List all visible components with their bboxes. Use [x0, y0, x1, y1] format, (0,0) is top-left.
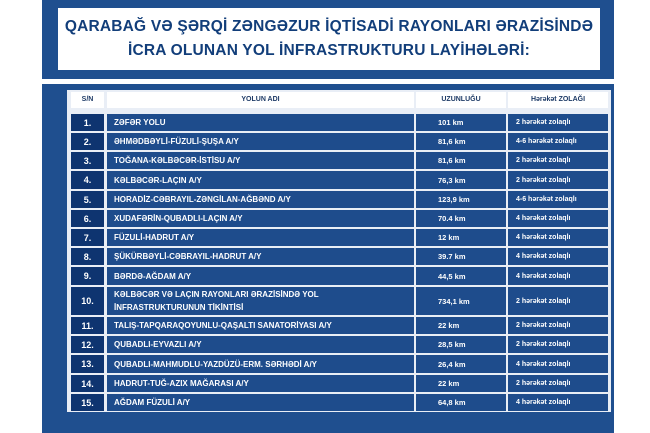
cell-sn: 5. — [71, 191, 104, 208]
cell-lanes: 2 hərəkət zolaqlı — [508, 171, 608, 189]
header-name — [107, 92, 414, 108]
cell-length: 12 km — [416, 229, 506, 246]
cell-name: QUBADLI-MAHMUDLU-YAZDÜZÜ-ERM. SƏRHƏDİ A/Y — [107, 355, 414, 373]
cell-name: BƏRDƏ-AĞDAM A/Y — [107, 267, 414, 285]
cell-length: 123,9 km — [416, 191, 506, 208]
cell-lanes: 4-6 hərəkət zolaqlı — [508, 133, 608, 150]
cell-length: 734,1 km — [416, 287, 506, 315]
cell-sn: 3. — [71, 152, 104, 169]
cell-length: 70.4 km — [416, 210, 506, 227]
cell-sn: 12. — [71, 336, 104, 353]
cell-name: FÜZULİ-HADRUT A/Y — [107, 229, 414, 246]
divider-band — [42, 79, 614, 84]
cell-lanes: 4 hərəkət zolaqlı — [508, 210, 608, 227]
cell-name: ZƏFƏR YOLU — [107, 114, 414, 131]
cell-name-line: İNFRASTRUKTURUNUN TİKİNTİSİ — [114, 303, 244, 312]
title-line-2: İCRA OLUNAN YOL İNFRASTRUKTURU LAYİHƏLƏRİ: — [127, 42, 531, 59]
cell-name: HORADİZ-CƏBRAYIL-ZƏNGİLAN-AĞBƏND A/Y — [107, 191, 414, 208]
cell-lanes: 4 hərəkət zolaqlı — [508, 355, 608, 373]
cell-length: 44,5 km — [416, 267, 506, 285]
cell-length: 22 km — [416, 317, 506, 334]
cell-length: 22 km — [416, 375, 506, 392]
cell-name: HADRUT-TUĞ-AZIX MAĞARASI A/Y — [107, 375, 414, 392]
cell-name: AĞDAM FÜZULİ A/Y — [107, 394, 414, 411]
cell-sn: 13. — [71, 355, 104, 373]
cell-lanes: 4 hərəkət zolaqlı — [508, 229, 608, 246]
cell-name — [107, 287, 414, 315]
cell-sn: 4. — [71, 171, 104, 189]
header-name-label: YOLUN ADI — [241, 96, 280, 103]
cell-lanes: 2 hərəkət zolaqlı — [508, 287, 608, 315]
title-panel — [58, 8, 600, 70]
cell-sn: 1. — [71, 114, 104, 131]
cell-length: 101 km — [416, 114, 506, 131]
cell-sn: 15. — [71, 394, 104, 411]
cell-lanes: 2 hərəkət zolaqlı — [508, 152, 608, 169]
cell-sn: 6. — [71, 210, 104, 227]
cell-lanes: 2 hərəkət zolaqlı — [508, 336, 608, 353]
cell-lanes: 4 hərəkət zolaqlı — [508, 394, 608, 411]
cell-name: TOĞANA-KƏLBƏCƏR-İSTİSU A/Y — [107, 152, 414, 169]
cell-sn: 14. — [71, 375, 104, 392]
header-sn — [71, 92, 104, 108]
header-length-label: UZUNLUĞU — [441, 96, 481, 103]
cell-sn: 7. — [71, 229, 104, 246]
header-lanes-label: Hərəkət ZOLAĞI — [530, 96, 586, 103]
cell-sn: 8. — [71, 248, 104, 265]
cell-sn: 2. — [71, 133, 104, 150]
cell-lanes: 4 hərəkət zolaqlı — [508, 267, 608, 285]
cell-length: 26,4 km — [416, 355, 506, 373]
cell-name: KƏLBƏCƏR-LAÇIN A/Y — [107, 171, 414, 189]
cell-lanes: 2 hərəkət zolaqlı — [508, 317, 608, 334]
cell-length: 28,5 km — [416, 336, 506, 353]
cell-name: ŞÜKÜRBƏYLİ-CƏBRAYIL-HADRUT A/Y — [107, 248, 414, 265]
cell-length: 81,6 km — [416, 152, 506, 169]
cell-lanes: 2 hərəkət zolaqlı — [508, 375, 608, 392]
cell-lanes: 4 hərəkət zolaqlı — [508, 248, 608, 265]
header-lanes — [508, 92, 608, 108]
cell-lanes: 4-6 hərəkət zolaqlı — [508, 191, 608, 208]
cell-name-line: KƏLBƏCƏR VƏ LAÇIN RAYONLARI ƏRAZİSİNDƏ YOL — [114, 290, 319, 299]
cell-sn: 9. — [71, 267, 104, 285]
cell-length: 81,6 km — [416, 133, 506, 150]
cell-name: TALIŞ-TAPQARAQOYUNLU-QAŞALTI SANATORİYASI A/Y — [107, 317, 414, 334]
cell-name: ƏHMƏDBƏYLİ-FÜZULİ-ŞUŞA A/Y — [107, 133, 414, 150]
cell-name: XUDAFƏRİN-QUBADLI-LAÇIN A/Y — [107, 210, 414, 227]
cell-length: 76,3 km — [416, 171, 506, 189]
header-length — [416, 92, 506, 108]
cell-name: QUBADLI-EYVAZLI A/Y — [107, 336, 414, 353]
header-sn-label: S/N — [81, 96, 94, 103]
cell-sn: 11. — [71, 317, 104, 334]
cell-length: 39.7 km — [416, 248, 506, 265]
cell-lanes: 2 hərəkət zolaqlı — [508, 114, 608, 131]
cell-length: 64,8 km — [416, 394, 506, 411]
cell-sn: 10. — [71, 287, 104, 315]
title-line-1: QARABAĞ VƏ ŞƏRQİ ZƏNGƏZUR İQTİSADİ RAYONLARI ƏRAZİSİNDƏ — [64, 18, 594, 35]
